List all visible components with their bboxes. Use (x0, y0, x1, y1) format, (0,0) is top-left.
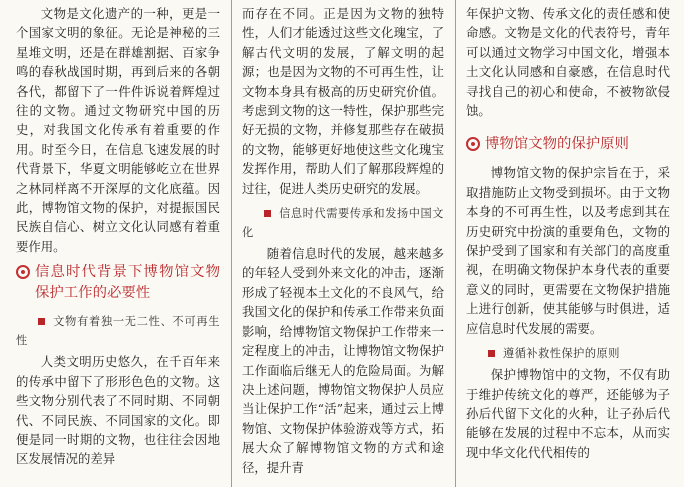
section-heading (16, 262, 220, 304)
red-square-icon (488, 350, 495, 357)
paragraph: 保护博物馆中的文物，不仅有助于维护传统文化的尊严，还能够为子孙后代留下文化的火种，让子孙后代能够在发展的过程中不忘本，从而实现中华文化代代相传的 (466, 367, 670, 460)
section-heading-text: 信息时代背景下博物馆文物保护工作的必要性 (35, 264, 220, 302)
paragraph: 年保护文物、传承文化的责任感和使命感。文物是文化的代表符号，青年可以通过文物学习中国文化，增强本土文化认同感和自豪感，在信息时代寻找自己的初心和使命，不被物欲侵蚀。 (466, 6, 670, 119)
subheading-text: 遵循补救性保护的原则 (503, 347, 620, 361)
column-2 (242, 4, 444, 482)
section-heading-text: 博物馆文物的保护原则 (485, 136, 629, 153)
column-divider (455, 0, 456, 487)
section-heading (466, 134, 670, 155)
subheading-text: 信息时代需要传承和发扬中国文化 (242, 207, 444, 240)
subheading-text: 文物有着独一无二性、不可再生性 (16, 315, 220, 348)
column-3 (466, 4, 670, 482)
paragraph: 文物是文化遗产的一种，更是一个国家文明的象征。无论是神秘的三星堆文明，还是在群雄割据、百家争鸣的春秋战国时期，再到后来的各朝各代，都留下了一件件诉说着辉煌过往的文物。通过文物研究中国的历史，对我国文化传承有着重要的作用。时至今日，在信息飞速发展的时代背景下，华夏文明能够屹立在世界之林同样离不开深厚的文化底蕴。因此，博物馆文物的保护，对提振国民民族自信心、树立文化认同感有着重要作用。 (16, 6, 220, 254)
paragraph: 博物馆文物的保护宗旨在于，采取措施防止文物受到损坏。由于文物本身的不可再生性，以及考虑到其在历史研究中扮演的重要角色，文物的保护受到了国家和有关部门的高度重视，在明确文物保护本身代表的重要意义的同时，更需要在文物保护措施上进行创新，使其能够与时俱进，适应信息时代发展的需要。 (466, 165, 670, 336)
subheading (242, 204, 444, 242)
subheading (466, 344, 670, 363)
paragraph: 人类文明历史悠久，在千百年来的传承中留下了形形色色的文物。这些文物分别代表了不同时期、不同朝代、不同民族、不同国家的文化。即便是同一时期的文物，也往往会因地区发展情况的差异 (16, 354, 220, 467)
circle-bullet-icon (466, 137, 480, 151)
column-divider (231, 0, 232, 487)
paragraph: 而存在不同。正是因为文物的独特性，人们才能透过这些文化瑰宝，了解古代文明的发展，了解文明的起源；也是因为文物的不可再生性，让文物本身具有极高的历史研究价值。考虑到文物的这一特性，保护那些完好无损的文物，并修复那些存在破损的文物，能够更好地使这些文化瑰宝发挥作用，帮助人们了解那段辉煌的过往，促进人类历史研究的发展。 (242, 6, 444, 196)
red-square-icon (38, 318, 45, 325)
red-square-icon (264, 210, 271, 217)
paragraph: 随着信息时代的发展，越来越多的年轻人受到外来文化的冲击，逐渐形成了轻视本土文化的不良风气，给我国文化的保护和传承工作带来负面影响，给博物馆文物保护工作带来一定程度上的冲击，让博物馆文物保护工作面临后继无人的危险局面。为解决上述问题，博物馆文物保护人员应当让保护工作“活”起来，通过云上博物馆、文物保护体验游戏等方式，拓展大众了解博物馆文物的方式和途径，提升青 (242, 246, 444, 475)
subheading (16, 312, 220, 350)
circle-bullet-icon (16, 265, 30, 279)
column-1 (16, 4, 220, 482)
